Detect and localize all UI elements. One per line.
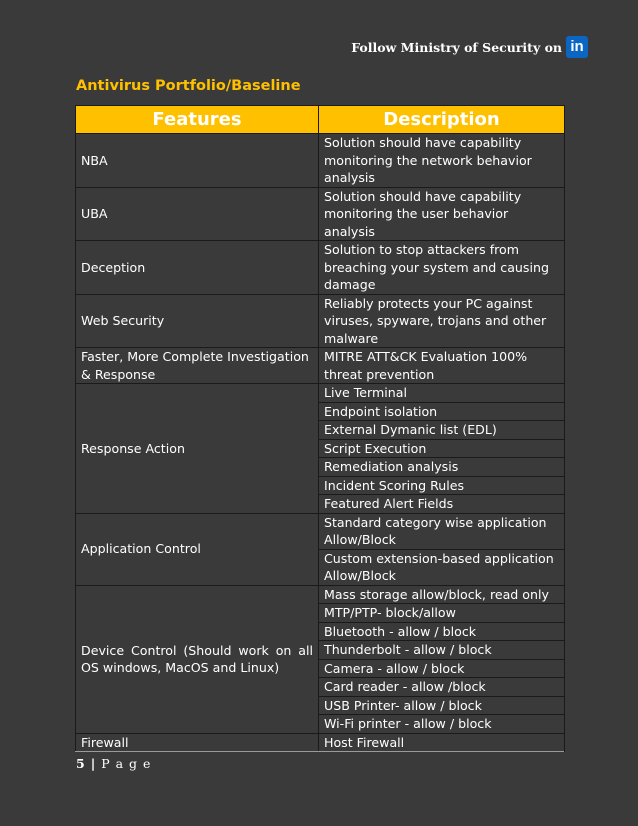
description-cell: Solution should have capability monitoring the network behavior analysis — [319, 134, 565, 188]
page-header — [351, 36, 588, 58]
description-cell: Camera - allow / block — [319, 659, 565, 678]
feature-cell: Web Security — [76, 294, 319, 348]
description-cell: Solution to stop attackers from breaching your system and causing damage — [319, 241, 565, 295]
table-row — [76, 513, 565, 549]
description-cell: Solution should have capability monitoring the user behavior analysis — [319, 187, 565, 241]
table-row — [76, 585, 565, 604]
feature-cell: UBA — [76, 187, 319, 241]
description-cell: Live Terminal — [319, 384, 565, 403]
feature-cell: Device Control (Should work on all OS windows, MacOS and Linux) — [76, 585, 319, 733]
features-header: Features — [76, 106, 319, 134]
page-label: P a g e — [101, 756, 152, 771]
description-cell: Host Firewall — [319, 733, 565, 752]
table-row — [76, 134, 565, 188]
feature-cell: Application Control — [76, 513, 319, 585]
description-cell: Featured Alert Fields — [319, 495, 565, 514]
footer-divider — [75, 751, 564, 752]
section-title: Antivirus Portfolio/Baseline — [76, 78, 301, 94]
feature-cell: Faster, More Complete Investigation & Response — [76, 348, 319, 384]
follow-text: Follow Ministry of Security on — [351, 39, 562, 55]
table-row — [76, 348, 565, 384]
description-cell: Reliably protects your PC against viruses, spyware, trojans and other malware — [319, 294, 565, 348]
features-table — [75, 105, 565, 752]
table-header-row — [76, 106, 565, 134]
description-header: Description — [319, 106, 565, 134]
description-cell: Wi-Fi printer - allow / block — [319, 715, 565, 734]
table-row — [76, 733, 565, 752]
page-number: 5 — [76, 756, 86, 771]
table-row — [76, 187, 565, 241]
description-cell: Endpoint isolation — [319, 402, 565, 421]
description-cell: Bluetooth - allow / block — [319, 622, 565, 641]
description-cell: MITRE ATT&CK Evaluation 100% threat prevention — [319, 348, 565, 384]
description-cell: Script Execution — [319, 439, 565, 458]
description-cell: Card reader - allow /block — [319, 678, 565, 697]
description-cell: Custom extension-based application Allow/Block — [319, 549, 565, 585]
feature-cell: NBA — [76, 134, 319, 188]
linkedin-icon[interactable]: in — [566, 36, 588, 58]
description-cell: Remediation analysis — [319, 458, 565, 477]
description-cell: Standard category wise application Allow/Block — [319, 513, 565, 549]
feature-cell: Firewall — [76, 733, 319, 752]
feature-cell: Deception — [76, 241, 319, 295]
description-cell: Thunderbolt - allow / block — [319, 641, 565, 660]
table-row — [76, 294, 565, 348]
description-cell: Mass storage allow/block, read only — [319, 585, 565, 604]
description-cell: Incident Scoring Rules — [319, 476, 565, 495]
table-row — [76, 384, 565, 403]
page-separator: | — [90, 756, 97, 771]
description-cell: MTP/PTP- block/allow — [319, 604, 565, 623]
page-footer — [76, 756, 151, 771]
feature-cell: Response Action — [76, 384, 319, 514]
table-row — [76, 241, 565, 295]
description-cell: External Dymanic list (EDL) — [319, 421, 565, 440]
description-cell: USB Printer- allow / block — [319, 696, 565, 715]
